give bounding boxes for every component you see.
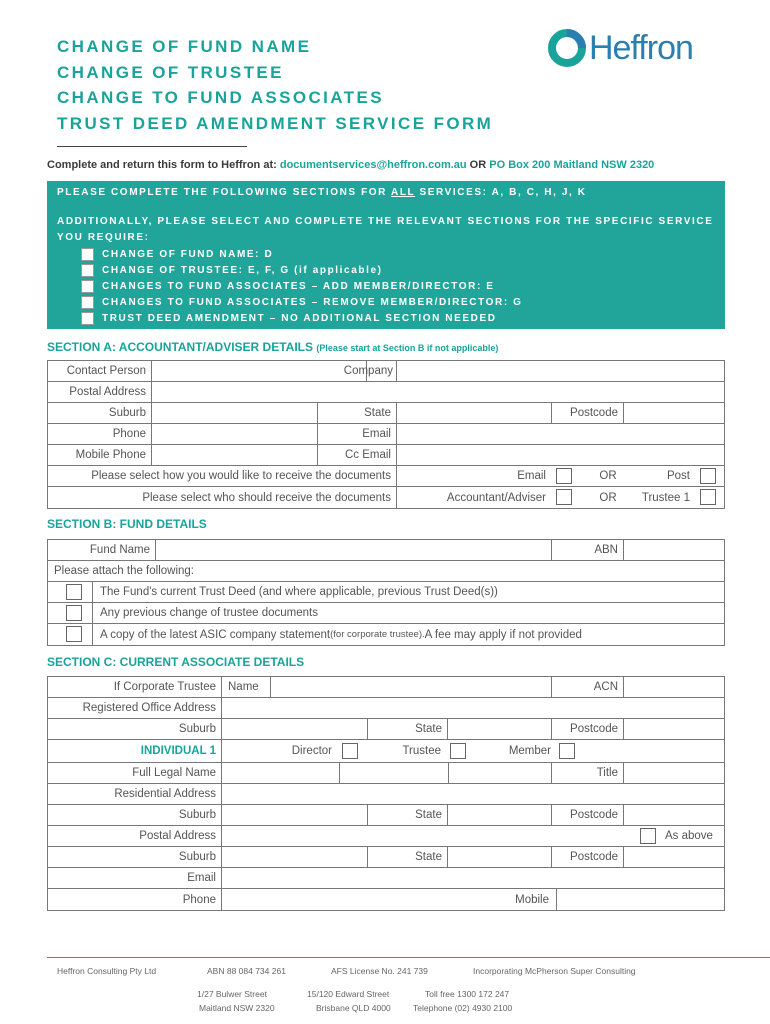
title-line-3: CHANGE TO FUND ASSOCIATES [57, 88, 384, 107]
phone-field[interactable] [152, 424, 317, 444]
state-label: State [364, 407, 391, 419]
service-checkbox[interactable] [81, 312, 94, 325]
section-b-form [47, 539, 725, 646]
contact-person-field[interactable] [152, 361, 366, 381]
services-banner [47, 181, 725, 329]
email-field[interactable] [222, 868, 725, 888]
suburb-label: Suburb [108, 407, 146, 419]
trustee-label: Trustee [402, 745, 441, 757]
or-label: OR [599, 491, 617, 504]
mobile-label: Mobile [515, 893, 549, 906]
banner-additional: ADDITIONALLY, PLEASE SELECT AND COMPLETE THE RELEVANT SECTIONS FOR THE SPECIFIC SERVICE YOU REQUIRE: [57, 216, 714, 243]
receive-email-label: Email [517, 470, 546, 482]
section-c-form [47, 676, 725, 911]
footer-address-1-line-1: 1/27 Bulwer Street [197, 989, 267, 999]
row-corporate [48, 677, 724, 698]
postcode-field[interactable] [624, 805, 725, 825]
service-option-label: CHANGE OF TRUSTEE: E, F, G (if applicable) [102, 264, 383, 276]
row-mobile [48, 445, 724, 466]
state-field[interactable] [448, 719, 551, 739]
receive-adviser-checkbox[interactable] [556, 489, 572, 505]
residential-address-field[interactable] [222, 784, 725, 804]
email-field[interactable] [397, 424, 725, 444]
intro-text [47, 159, 654, 171]
postal-address-label: Postal Address [139, 830, 216, 842]
section-c-title: SECTION C: CURRENT ASSOCIATE DETAILS [47, 655, 305, 669]
banner-line1-suffix: SERVICES: A, B, C, H, J, K [415, 187, 587, 198]
or-label: OR [599, 470, 617, 482]
service-option [57, 278, 715, 294]
heffron-logo [547, 28, 693, 68]
section-a-note: (Please start at Section B if not applicable) [316, 343, 499, 353]
receive-post-checkbox[interactable] [700, 468, 716, 484]
cc-email-field[interactable] [397, 445, 725, 465]
row-fund-name [48, 540, 724, 561]
phone-label: Phone [112, 428, 146, 440]
last-name-field[interactable] [449, 763, 551, 783]
divider [92, 582, 93, 602]
as-above-checkbox[interactable] [640, 828, 656, 844]
row-receive-who [48, 487, 724, 508]
row-doc3 [48, 624, 724, 645]
service-option [57, 246, 715, 262]
title-line-1: CHANGE OF FUND NAME [57, 37, 312, 56]
director-label: Director [291, 745, 332, 757]
intro-po-box: PO Box 200 Maitland NSW 2320 [489, 159, 655, 171]
registered-office-label: Registered Office Address [82, 702, 216, 714]
service-option-label: CHANGES TO FUND ASSOCIATES – ADD MEMBER/DIRECTOR: E [102, 280, 495, 292]
title-line-2: CHANGE OF TRUSTEE [57, 62, 284, 82]
section-a-heading: SECTION A: ACCOUNTANT/ADVISER DETAILS [47, 340, 313, 354]
trustee-docs-checkbox[interactable] [66, 605, 82, 621]
suburb-field[interactable] [222, 847, 367, 867]
fund-name-field[interactable] [156, 540, 551, 560]
row-phone [48, 424, 724, 445]
row-registered [48, 698, 724, 719]
mobile-phone-label: Mobile Phone [75, 449, 146, 461]
residential-address-label: Residential Address [114, 788, 216, 800]
divider [221, 677, 222, 697]
postcode-label: Postcode [570, 809, 618, 821]
service-option [57, 310, 715, 326]
suburb-field[interactable] [222, 719, 367, 739]
postal-address-label: Postal Address [69, 386, 146, 398]
row-full-name [48, 763, 724, 784]
postcode-label: Postcode [570, 723, 618, 735]
postcode-field[interactable] [624, 847, 725, 867]
asic-statement-checkbox[interactable] [66, 626, 82, 642]
postcode-field[interactable] [624, 403, 725, 423]
row-attach [48, 561, 724, 582]
footer-incorporating: Incorporating McPherson Super Consulting [473, 966, 636, 976]
row-c-email [48, 868, 724, 889]
suburb-label: Suburb [178, 851, 216, 863]
row-receive-how [48, 466, 724, 487]
section-a-title [47, 340, 498, 354]
postal-address-field[interactable] [152, 382, 725, 402]
row-contact [48, 361, 724, 382]
service-option-label: CHANGE OF FUND NAME: D [102, 248, 274, 260]
intro-or: OR [466, 159, 490, 171]
middle-name-field[interactable] [340, 763, 448, 783]
as-above-label: As above [665, 830, 713, 842]
row-doc1 [48, 582, 724, 603]
receive-adviser-label: Accountant/Adviser [446, 491, 546, 504]
receive-email-checkbox[interactable] [556, 468, 572, 484]
attach-label: Please attach the following: [54, 565, 195, 577]
mobile-phone-field[interactable] [152, 445, 317, 465]
row-doc2 [48, 603, 724, 624]
state-field[interactable] [448, 805, 551, 825]
footer-afs: AFS License No. 241 739 [331, 966, 428, 976]
trust-deed-label: The Fund's current Trust Deed (and where applicable, previous Trust Deed(s)) [100, 586, 498, 598]
row-individual [48, 740, 724, 763]
postcode-field[interactable] [624, 719, 725, 739]
service-option [57, 294, 715, 310]
postal-address-field[interactable] [222, 826, 632, 846]
phone-label: Phone [182, 893, 216, 906]
divider [92, 624, 93, 645]
row-postal [48, 382, 724, 403]
row-res-suburb [48, 805, 724, 826]
row-c-suburb [48, 719, 724, 740]
title-field[interactable] [624, 763, 725, 783]
form-title-block [57, 34, 493, 136]
service-options [57, 246, 715, 326]
abn-label: ABN [594, 544, 618, 556]
state-field[interactable] [397, 403, 551, 423]
service-checkbox[interactable] [81, 296, 94, 309]
acn-field[interactable] [624, 677, 725, 697]
row-suburb [48, 403, 724, 424]
title-label: Title [596, 767, 618, 779]
suburb-label: Suburb [178, 723, 216, 735]
heffron-logo-icon [547, 28, 587, 68]
trust-deed-checkbox[interactable] [66, 584, 82, 600]
suburb-label: Suburb [178, 809, 216, 821]
state-label: State [415, 851, 442, 863]
footer-tollfree: Toll free 1300 172 247 [425, 989, 510, 999]
footer-divider [47, 957, 770, 958]
logo-wordmark: Heffron [589, 28, 693, 67]
banner-all-services [57, 187, 715, 198]
service-checkbox[interactable] [81, 280, 94, 293]
if-corporate-label: If Corporate Trustee [113, 681, 216, 693]
footer-address-2-line-2: Brisbane QLD 4000 [316, 1003, 391, 1013]
service-option-label: CHANGES TO FUND ASSOCIATES – REMOVE MEMBER/DIRECTOR: G [102, 296, 523, 308]
abn-field[interactable] [624, 540, 725, 560]
postcode-label: Postcode [570, 407, 618, 419]
receive-how-label: Please select how you would like to receive the documents [91, 470, 391, 482]
row-post-suburb [48, 847, 724, 868]
email-label: Email [362, 428, 391, 440]
banner-line1-prefix: PLEASE COMPLETE THE FOLLOWING SECTIONS FOR [57, 187, 391, 198]
corporate-name-field[interactable] [271, 677, 551, 697]
cc-email-label: Cc Email [344, 449, 391, 461]
divider [92, 603, 93, 623]
asic-statement-label [100, 624, 582, 645]
asic-text-c: A fee may apply if not provided [424, 628, 582, 641]
section-b-title: SECTION B: FUND DETAILS [47, 517, 207, 531]
email-label: Email [187, 872, 216, 884]
member-label: Member [508, 745, 551, 757]
receive-trustee-checkbox[interactable] [700, 489, 716, 505]
title-line-4: TRUST DEED AMENDMENT SERVICE FORM [57, 113, 494, 133]
postcode-label: Postcode [570, 851, 618, 863]
receive-who-label: Please select who should receive the documents [142, 491, 391, 504]
intro-prefix: Complete and return this form to Heffron at: [47, 159, 280, 171]
footer-abn: ABN 88 084 734 261 [207, 966, 286, 976]
individual-1-label: INDIVIDUAL 1 [140, 745, 216, 757]
section-a-form [47, 360, 725, 509]
intro-email-link[interactable]: documentservices@heffron.com.au [279, 159, 467, 171]
footer-address-2-line-1: 15/120 Edward Street [307, 989, 390, 999]
trustee-checkbox[interactable] [450, 743, 466, 759]
row-c-phone [48, 889, 724, 910]
asic-text-a: A copy of the latest ASIC company statement [100, 628, 331, 641]
trustee-docs-label: Any previous change of trustee documents [100, 607, 318, 619]
banner-line1-all: ALL [391, 187, 416, 198]
asic-text-b: (for corporate trustee). [330, 629, 425, 640]
suburb-field[interactable] [152, 403, 317, 423]
fund-name-label: Fund Name [89, 544, 150, 556]
row-c-postal [48, 826, 724, 847]
footer-telephone: Telephone (02) 4930 2100 [413, 1003, 513, 1013]
receive-post-label: Post [666, 470, 690, 482]
suburb-field[interactable] [222, 805, 367, 825]
company-field[interactable] [397, 361, 725, 381]
state-field[interactable] [448, 847, 551, 867]
mobile-field[interactable] [557, 889, 725, 910]
service-option [57, 262, 715, 278]
first-name-field[interactable] [222, 763, 339, 783]
member-checkbox[interactable] [559, 743, 575, 759]
footer-company: Heffron Consulting Pty Ltd [57, 966, 157, 976]
registered-office-field[interactable] [222, 698, 725, 718]
footer-address-1-line-2: Maitland NSW 2320 [199, 1003, 275, 1013]
receive-trustee-label: Trustee 1 [641, 491, 690, 504]
service-option-label: TRUST DEED AMENDMENT – NO ADDITIONAL SECTION NEEDED [102, 312, 497, 324]
company-label: Company [343, 365, 393, 377]
service-checkbox[interactable] [81, 248, 94, 261]
acn-label: ACN [593, 681, 618, 693]
title-divider [57, 146, 247, 147]
service-checkbox[interactable] [81, 264, 94, 277]
corporate-name-label: Name [228, 681, 259, 693]
director-checkbox[interactable] [342, 743, 358, 759]
row-residential [48, 784, 724, 805]
state-label: State [415, 809, 442, 821]
state-label: State [415, 723, 442, 735]
full-legal-name-label: Full Legal Name [132, 767, 216, 779]
contact-person-label: Contact Person [66, 365, 146, 377]
